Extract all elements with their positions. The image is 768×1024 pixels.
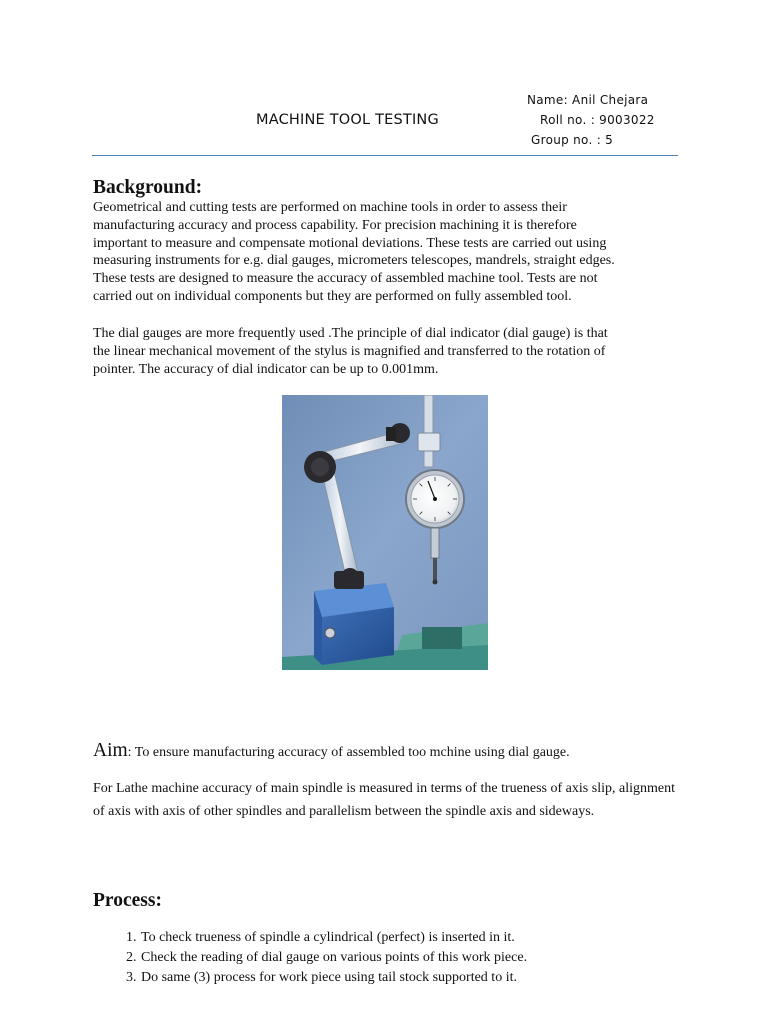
- background-paragraph-1: [93, 199, 675, 306]
- process-heading: Process:: [93, 890, 162, 911]
- aim-label: Aim: [93, 740, 128, 761]
- aim-statement: [93, 740, 570, 762]
- text-line: carried out on individual components but they are performed on fully assembled tool.: [93, 288, 572, 304]
- student-name: Name: Anil Chejara: [527, 93, 649, 107]
- dial-gauge-photo: [282, 395, 488, 670]
- process-steps: [93, 928, 700, 988]
- document-title: MACHINE TOOL TESTING: [256, 112, 439, 128]
- list-item: 3. Do same (3) process for work piece using tail stock supported to it.: [140, 968, 700, 988]
- text-line: manufacturing accuracy and process capability. For precision machining it is therefore: [93, 217, 577, 233]
- dial-gauge-illustration: [282, 395, 488, 670]
- list-item: 2. Check the reading of dial gauge on various points of this work piece.: [140, 948, 700, 968]
- aim-text: : To ensure manufacturing accuracy of assembled too mchine using dial gauge.: [127, 745, 570, 760]
- text-line: pointer. The accuracy of dial indicator can be up to 0.001mm.: [93, 361, 439, 377]
- text-line: important to measure and compensate motional deviations. These tests are carried out using: [93, 235, 607, 251]
- roll-number: Roll no. : 9003022: [540, 113, 655, 127]
- text-line: measuring instruments for e.g. dial gauges, micrometers telescopes, mandrels, straight edges.: [93, 253, 615, 269]
- background-heading: Background:: [93, 177, 203, 198]
- list-item: 1. To check trueness of spindle a cylindrical (perfect) is inserted in it.: [140, 928, 700, 948]
- text-line: These tests are designed to measure the accuracy of assembled machine tool. Tests are not: [93, 271, 598, 287]
- group-number: Group no. : 5: [531, 133, 614, 147]
- text-line: the linear mechanical movement of the stylus is magnified and transferred to the rotation of: [93, 343, 606, 359]
- background-paragraph-2: [93, 325, 675, 378]
- text-line: Geometrical and cutting tests are performed on machine tools in order to assess their: [93, 200, 567, 215]
- header-divider: [92, 155, 678, 156]
- text-line: The dial gauges are more frequently used .The principle of dial indicator (dial gauge) is that: [93, 326, 608, 341]
- lathe-paragraph: For Lathe machine accuracy of main spindle is measured in terms of the trueness of axis slip, alignment of axis with axis of other spindles and parallelism between the spindle axis and sideways.: [93, 781, 675, 819]
